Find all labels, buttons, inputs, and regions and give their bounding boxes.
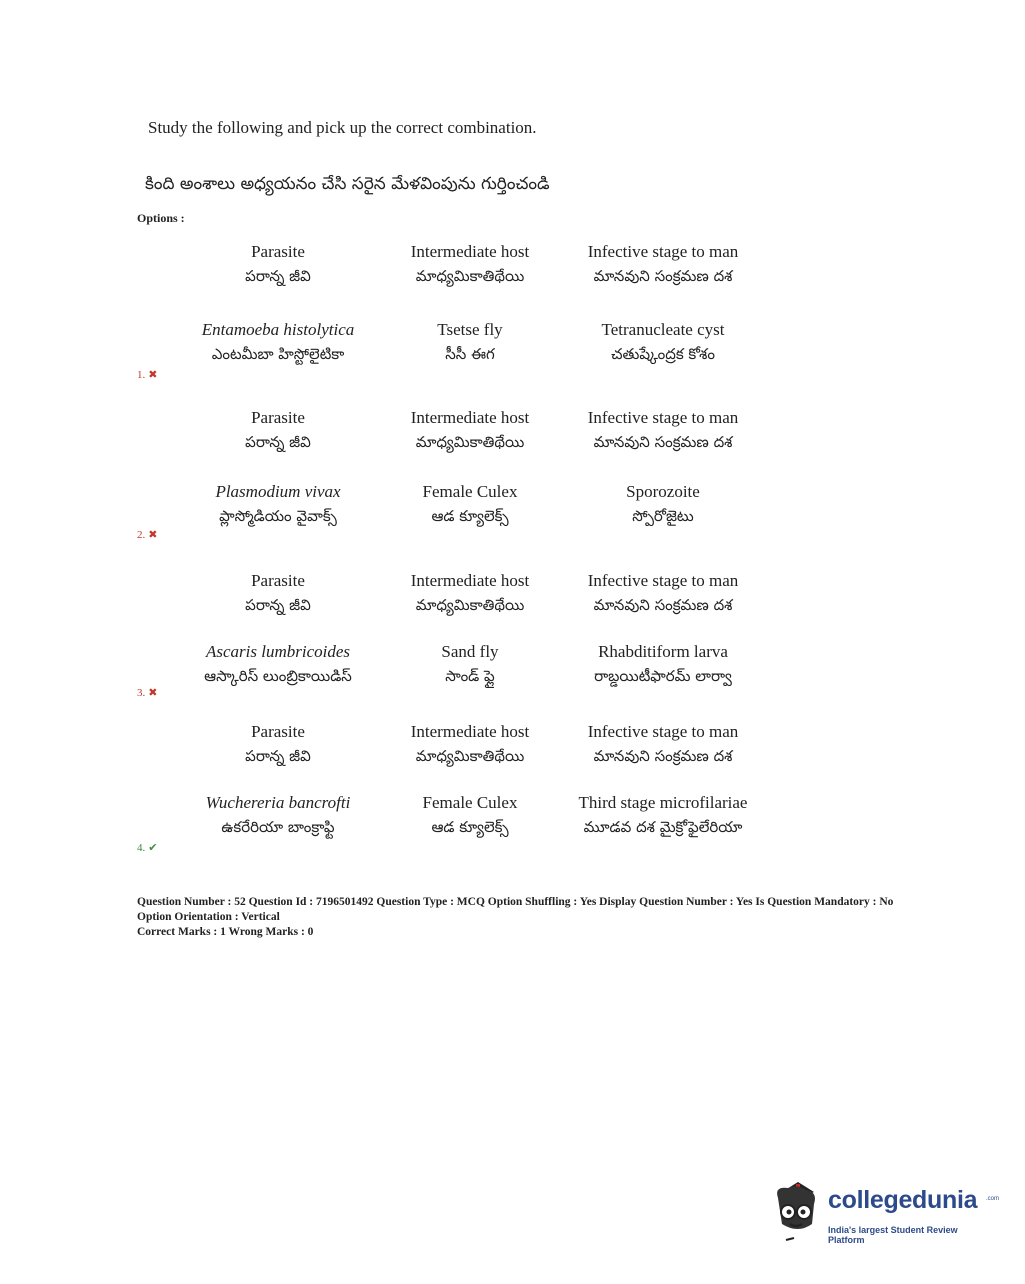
option-1-value-cell [553, 318, 773, 366]
header-telugu: పరాన్న జీవి [245, 433, 311, 451]
value-english: Wuchereria bancrofti [205, 793, 351, 812]
header-telugu: మానవుని సంక్రమణ దశ [593, 596, 733, 614]
metadata-line-2: Correct Marks : 1 Wrong Marks : 0 [137, 926, 314, 938]
header-telugu: మాధ్యమికాతిథేయి [415, 747, 525, 765]
option-1-header-cell [360, 240, 580, 288]
value-english: Ascaris lumbricoides [205, 642, 351, 661]
header-telugu: మాధ్యమికాతిథేయి [415, 596, 525, 614]
option-number-label: 2. [137, 529, 146, 541]
header-english: Infective stage to man [587, 722, 739, 741]
logo-suffix: .com [986, 1196, 1000, 1202]
header-telugu: పరాన్న జీవి [245, 747, 311, 765]
option-3-header-cell [360, 569, 580, 617]
value-telugu: చతుష్కేంద్రక కోశం [611, 345, 715, 363]
value-telugu: సాండ్ ఫ్లై [445, 667, 495, 685]
option-number[interactable] [137, 686, 157, 699]
option-2-header-cell [168, 406, 388, 454]
value-telugu: రాబ్డయిటీఫారమ్ లార్వా [594, 667, 732, 685]
value-telugu: ఆస్కారిస్ లుంబ్రికాయిడిస్ [204, 667, 352, 685]
value-telugu: ఆడ క్యూలెక్స్ [431, 507, 509, 525]
header-telugu: పరాన్న జీవి [245, 596, 311, 614]
header-english: Parasite [251, 722, 305, 741]
value-english: Tsetse fly [437, 320, 503, 339]
option-1-header-cell [168, 240, 388, 288]
option-2-value-cell [168, 480, 388, 528]
option-number-label: 1. [137, 369, 146, 381]
option-1-value-cell [360, 318, 580, 366]
header-english: Parasite [251, 242, 305, 261]
header-telugu: మానవుని సంక్రమణ దశ [593, 433, 733, 451]
options-label: Options : [137, 211, 185, 225]
option-4-value-cell [360, 791, 580, 839]
logo-wordmark: collegedunia [828, 1186, 978, 1214]
option-3-header-cell [553, 569, 773, 617]
value-telugu: మూడవ దశ మైక్రోఫైలేరియా [583, 818, 743, 836]
option-number[interactable] [137, 528, 157, 541]
header-english: Intermediate host [410, 722, 530, 741]
header-english: Infective stage to man [587, 408, 739, 427]
option-4-header-cell [360, 720, 580, 768]
header-english: Parasite [251, 571, 305, 590]
value-english: Tetranucleate cyst [601, 320, 725, 339]
header-telugu: మాధ్యమికాతిథేయి [415, 267, 525, 285]
value-english: Plasmodium vivax [215, 482, 341, 501]
value-english: Sand fly [441, 642, 499, 661]
option-4-header-cell [553, 720, 773, 768]
mascot-icon [768, 1178, 826, 1244]
value-english: Entamoeba histolytica [201, 320, 355, 339]
question-metadata [137, 895, 907, 940]
value-english: Female Culex [422, 482, 518, 501]
cross-icon: ✖ [148, 687, 158, 699]
option-1-header-cell [553, 240, 773, 288]
header-telugu: మానవుని సంక్రమణ దశ [593, 747, 733, 765]
metadata-line-1: Question Number : 52 Question Id : 7196501492 Question Type : MCQ Option Shuffling : Yes Display Question Number : Yes Is Question Mandatory : No Option Orientation : Vertical [137, 896, 894, 923]
question-text-telugu: కింది అంశాలు అధ్యయనం చేసి సరైన మేళవింపును గుర్తించండి [145, 174, 550, 194]
option-1-value-cell [168, 318, 388, 366]
checkmark-icon: ✔ [148, 842, 158, 854]
header-english: Intermediate host [410, 242, 530, 261]
collegedunia-logo[interactable] [768, 1178, 1000, 1248]
option-4-header-cell [168, 720, 388, 768]
value-telugu: ఎంటమీబా హిస్టోలైటికా [211, 345, 345, 363]
header-telugu: మానవుని సంక్రమణ దశ [593, 267, 733, 285]
header-english: Parasite [251, 408, 305, 427]
cross-icon: ✖ [148, 529, 158, 541]
option-3-value-cell [168, 640, 388, 688]
option-4-value-cell [168, 791, 388, 839]
option-4-value-cell [553, 791, 773, 839]
option-3-value-cell [360, 640, 580, 688]
option-number[interactable] [137, 841, 157, 854]
option-3-value-cell [553, 640, 773, 688]
option-2-value-cell [360, 480, 580, 528]
value-english: Rhabditiform larva [598, 642, 728, 661]
option-2-header-cell [553, 406, 773, 454]
value-telugu: ఆడ క్యూలెక్స్ [431, 818, 509, 836]
value-english: Sporozoite [626, 482, 700, 501]
header-english: Infective stage to man [587, 242, 739, 261]
value-telugu: ఉకరేరియా బాంక్రాఫ్టి [221, 818, 335, 836]
header-telugu: పరాన్న జీవి [245, 267, 311, 285]
option-3-header-cell [168, 569, 388, 617]
option-2-value-cell [553, 480, 773, 528]
value-telugu: సీసీ ఈగ [445, 345, 495, 363]
value-telugu: స్పోరోజైటు [632, 507, 694, 525]
value-telugu: ప్లాస్మోడియం వైవాక్స్ [219, 507, 337, 525]
option-number[interactable] [137, 368, 157, 381]
header-english: Intermediate host [410, 408, 530, 427]
option-number-label: 3. [137, 687, 146, 699]
question-text-english: Study the following and pick up the correct combination. [148, 118, 537, 137]
header-english: Intermediate host [410, 571, 530, 590]
cross-icon: ✖ [148, 369, 158, 381]
header-english: Infective stage to man [587, 571, 739, 590]
value-english: Third stage microfilariae [578, 793, 748, 812]
logo-tagline: India's largest Student Review Platform [828, 1225, 958, 1245]
option-number-label: 4. [137, 842, 146, 854]
value-english: Female Culex [422, 793, 518, 812]
header-telugu: మాధ్యమికాతిథేయి [415, 433, 525, 451]
option-2-header-cell [360, 406, 580, 454]
